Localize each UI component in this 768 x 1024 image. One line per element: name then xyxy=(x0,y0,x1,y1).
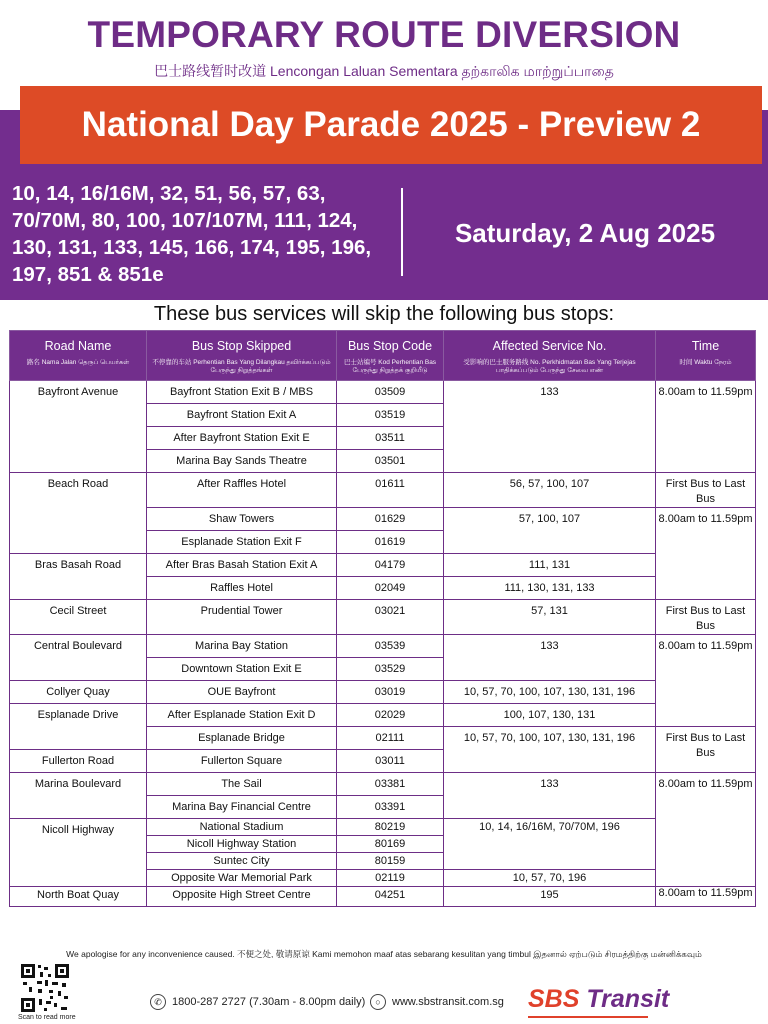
event-date: Saturday, 2 Aug 2025 xyxy=(454,218,716,248)
affected-services: 57, 100, 107 xyxy=(444,508,656,554)
affected-services: 195 xyxy=(444,887,656,907)
divider xyxy=(401,188,403,276)
road-name: Cecil Street xyxy=(10,600,147,635)
logo-transit: Transit xyxy=(586,985,670,1013)
stop-code: 80169 xyxy=(337,836,444,853)
affected-services: 56, 57, 100, 107 xyxy=(444,473,656,508)
table-row xyxy=(10,635,756,658)
table-row xyxy=(10,600,756,635)
affected-services: 133 xyxy=(444,635,656,681)
stop-code: 80219 xyxy=(337,819,444,836)
road-name: Central Boulevard xyxy=(10,635,147,681)
logo-sbs: SBS xyxy=(528,985,580,1013)
qr-code[interactable] xyxy=(20,963,70,1013)
website-link[interactable] xyxy=(370,994,504,1010)
header-stop: Bus Stop Skipped 不停靠的车站 Perhentian Bas Yang Dilangkau தவிர்க்கப்படும் பேருந்து நிறுத்தங்கள் xyxy=(147,331,337,381)
stop-name: Fullerton Square xyxy=(147,750,337,773)
stop-name: After Raffles Hotel xyxy=(147,473,337,508)
stop-code: 01611 xyxy=(337,473,444,508)
stop-name: Marina Bay Station xyxy=(147,635,337,658)
stop-name: Esplanade Bridge xyxy=(147,727,337,750)
road-name: Bayfront Avenue xyxy=(10,381,147,473)
table-row xyxy=(10,704,756,727)
stop-code: 03501 xyxy=(337,450,444,473)
road-name: Fullerton Road xyxy=(10,750,147,773)
stop-name: Bayfront Station Exit A xyxy=(147,404,337,427)
road-name: North Boat Quay xyxy=(10,887,147,907)
qr-code-icon xyxy=(20,963,70,1013)
stop-code: 03511 xyxy=(337,427,444,450)
logo-underline xyxy=(528,1016,648,1018)
stop-name: Marina Bay Financial Centre xyxy=(147,796,337,819)
stop-code: 03021 xyxy=(337,600,444,635)
stop-code: 04179 xyxy=(337,554,444,577)
stop-code: 02111 xyxy=(337,727,444,750)
stop-code: 02049 xyxy=(337,577,444,600)
affected-services: 111, 131 xyxy=(444,554,656,577)
stop-name: After Esplanade Station Exit D xyxy=(147,704,337,727)
affected-services: 133 xyxy=(444,381,656,473)
page-title: TEMPORARY ROUTE DIVERSION xyxy=(87,14,681,55)
affected-services: 111, 130, 131, 133 xyxy=(444,577,656,600)
affected-services: 57, 131 xyxy=(444,600,656,635)
affected-services: 100, 107, 130, 131 xyxy=(444,704,656,727)
time: First Bus to Last Bus xyxy=(656,600,756,635)
service-list: 10, 14, 16/16M, 32, 51, 56, 57, 63, 70/70M, 80, 100, 107/107M, 111, 124, 130, 131, 133, 145, 166, 174, 195, 196, 197, 851 & 851e xyxy=(12,182,372,286)
sbs-transit-logo xyxy=(528,985,669,1014)
stop-name: Esplanade Station Exit F xyxy=(147,531,337,554)
bus-stop-table xyxy=(9,330,756,907)
stop-code: 03019 xyxy=(337,681,444,704)
header-services: Affected Service No. 受影响的巴士服务路线 No. Perkhidmatan Bas Yang Terjejas பாதிக்கப்படும் பேருந்து சேவை எண் xyxy=(444,331,656,381)
phone-icon: ✆ xyxy=(150,994,166,1010)
stop-code: 80159 xyxy=(337,853,444,870)
time: 8.00am to 11.59pm xyxy=(656,381,756,473)
stop-name: Prudential Tower xyxy=(147,600,337,635)
header-road: Road Name 路名 Nama Jalan தெருப் பெயர்கள் xyxy=(10,331,147,381)
header-time: Time 时间 Waktu நேரம் xyxy=(656,331,756,381)
stop-code: 02119 xyxy=(337,870,444,887)
stop-name: Opposite High Street Centre xyxy=(147,887,337,907)
road-name: Collyer Quay xyxy=(10,681,147,704)
road-name: Bras Basah Road xyxy=(10,554,147,600)
stop-name: The Sail xyxy=(147,773,337,796)
stop-code: 03519 xyxy=(337,404,444,427)
time: 8.00am to 11.59pm xyxy=(656,635,756,727)
stop-code: 03011 xyxy=(337,750,444,773)
stop-name: Downtown Station Exit E xyxy=(147,658,337,681)
table-row xyxy=(10,819,756,836)
apology-note: We apologise for any inconvenience caused. 不便之处, 敬请原谅 Kami memohon maaf atas sebarang kesulitan yang timbul இதனால் ஏற்படும் சிரமத்திற்கு மன்னிக்கவும் xyxy=(66,949,702,959)
intro-text: These bus services will skip the following bus stops: xyxy=(153,303,615,325)
stop-name: OUE Bayfront xyxy=(147,681,337,704)
globe-icon: ○ xyxy=(370,994,386,1010)
table-header-row xyxy=(10,331,756,381)
table-row xyxy=(10,773,756,796)
stop-code: 01619 xyxy=(337,531,444,554)
event-name: National Day Parade 2025 - Preview 2 xyxy=(81,105,701,144)
stop-code: 01629 xyxy=(337,508,444,531)
hotline[interactable] xyxy=(150,994,365,1010)
table-row xyxy=(10,473,756,508)
stop-code: 03391 xyxy=(337,796,444,819)
stop-name: National Stadium xyxy=(147,819,337,836)
stop-name: Marina Bay Sands Theatre xyxy=(147,450,337,473)
time: 8.00am to 11.59pm xyxy=(656,773,756,887)
time: 8.00am to 11.59pm xyxy=(656,887,756,907)
stop-name: Opposite War Memorial Park xyxy=(147,870,337,887)
stop-code: 03529 xyxy=(337,658,444,681)
table-row xyxy=(10,681,756,704)
stop-code: 03509 xyxy=(337,381,444,404)
road-name: Esplanade Drive xyxy=(10,704,147,750)
road-name: Beach Road xyxy=(10,473,147,554)
header-code: Bus Stop Code 巴士站编号 Kod Perhentian Bas பேருந்து நிறுத்தக் குறியீடு xyxy=(337,331,444,381)
stop-name: Nicoll Highway Station xyxy=(147,836,337,853)
stop-code: 04251 xyxy=(337,887,444,907)
event-banner xyxy=(20,86,762,164)
road-name: Nicoll Highway xyxy=(10,819,147,887)
road-name: Marina Boulevard xyxy=(10,773,147,819)
stop-name: After Bayfront Station Exit E xyxy=(147,427,337,450)
table-row xyxy=(10,887,756,907)
hotline-number: 1800-287 2727 (7.30am - 8.00pm daily) xyxy=(172,996,366,1008)
stop-code: 03539 xyxy=(337,635,444,658)
stop-name: Bayfront Station Exit B / MBS xyxy=(147,381,337,404)
stop-name: Shaw Towers xyxy=(147,508,337,531)
stop-name: Raffles Hotel xyxy=(147,577,337,600)
affected-services: 10, 57, 70, 100, 107, 130, 131, 196 xyxy=(444,681,656,704)
stop-name: Suntec City xyxy=(147,853,337,870)
time: First Bus to Last Bus xyxy=(656,727,756,773)
stop-code: 03381 xyxy=(337,773,444,796)
website-url: www.sbstransit.com.sg xyxy=(392,996,504,1008)
stop-name: After Bras Basah Station Exit A xyxy=(147,554,337,577)
affected-services: 10, 57, 70, 100, 107, 130, 131, 196 xyxy=(444,727,656,773)
time: 8.00am to 11.59pm xyxy=(656,508,756,600)
affected-services: 10, 14, 16/16M, 70/70M, 196 xyxy=(444,819,656,870)
page-subtitle: 巴士路线暂时改道 Lencongan Laluan Sementara தற்காலிக மாற்றுப்பாதை xyxy=(154,63,614,79)
table-row xyxy=(10,554,756,577)
qr-caption: Scan to read more xyxy=(18,1014,76,1021)
time: First Bus to Last Bus xyxy=(656,473,756,508)
stop-code: 02029 xyxy=(337,704,444,727)
affected-services: 10, 57, 70, 196 xyxy=(444,870,656,887)
table-row xyxy=(10,381,756,404)
affected-services: 133 xyxy=(444,773,656,819)
